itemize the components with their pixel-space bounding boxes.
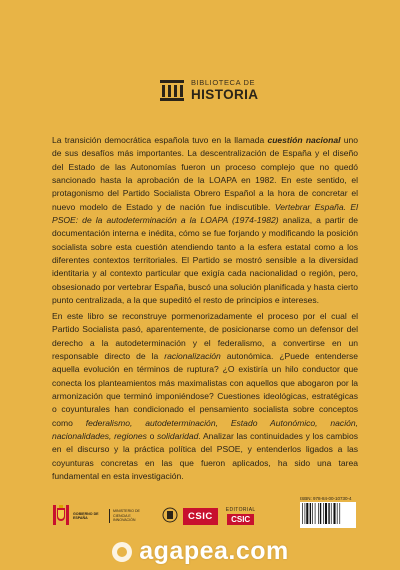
editorial-csic: CSIC: [227, 514, 254, 525]
barcode-block: [300, 496, 360, 534]
text-run: racionalización: [164, 351, 221, 362]
isbn-text: ISBN: 978-84-00-10730-4: [300, 496, 352, 501]
watermark-text: agapea.com: [139, 537, 289, 565]
barcode-icon: [300, 502, 356, 528]
text-run: analiza, a partir de documentación interna e inédita, cómo se fue forjando y modificando la posición socialista sobre esta cuestión atendiendo tanto a la esfera estatal como a los diferentes contextos territoriales. El Partido se mostró sensible a la diversidad identitaria y al contexto particular que exigía cada nacionalidad o región, pero, obsesionado por vertebrar España, buscó una solución planificada y hasta cierto punto centralizada, a la que supeditó el resto de principios e intereses.: [52, 215, 358, 306]
series-logo: [159, 78, 258, 102]
text-run: autonómica. ¿Puede entenderse aquella evolución en términos de ruptura? ¿O existiría un hilo conductor que conecta los planteamientos más maximalistas con aquellos que abogaron por la armonización que terminó imponiéndose? Cuestiones ideológicas, estratégicas o coyunturales han condicionado el pensamiento socialista sobre conceptos como: [52, 351, 358, 428]
text-run: . Analizar las continuidades y los cambios en el discurso y la práctica política del PSOE, y entenderlos ligados a las coyunturas concretas en las que fueron aplicados, ha sido una tarea fundamental en esta investigación.: [52, 431, 358, 482]
columns-icon: [159, 78, 185, 102]
series-line-2: HISTORIA: [191, 87, 259, 102]
text-run: o: [146, 431, 158, 442]
synopsis-paragraph-2: [52, 310, 358, 483]
editorial-label: EDITORIAL: [225, 507, 256, 513]
spain-coat-of-arms-icon: [52, 505, 70, 527]
text-run: En este libro se reconstruye pormenorizadamente el proceso por el cual el Partido Socialista pasó, aparentemente, de posicionarse como un defensor del derecho a la autodeterminación y el federalismo, a convertirse en un responsable directo de la: [52, 311, 358, 362]
text-run: Vertebrar España. El PSOE: de la autodeterminación a la LOAPA (1974-1982): [52, 201, 358, 226]
gobierno-text: GOBIERNO DE ESPAÑA: [73, 511, 99, 520]
ministerio-text: MINISTERIO DE CIENCIA E INNOVACIÓN: [109, 509, 147, 523]
watermark: [0, 533, 400, 570]
text-run: uno de sus desafíos más importantes. La descentralización de España y el diseño del Estado de las Autonomías fueron un proceso complejo que no quedó sancionado hasta la aprobación de la LOAPA en 1982. En este sentido, el protagonismo del Partido Socialista Obrero Español a la hora de concretar el nuevo modelo de Estado y de nación fue indiscutible.: [52, 135, 358, 212]
csic-logo: CSIC: [183, 508, 218, 525]
gobierno-logo: [52, 505, 99, 527]
text-run: federalismo, autodeterminación, Estado Autonómico, nación, nacionalidades, regiones: [52, 417, 358, 442]
series-line-1: BIBLIOTECA DE: [191, 77, 256, 87]
editorial-csic-logo: [226, 507, 256, 525]
synopsis-paragraph-1: [52, 134, 358, 307]
text-run: La transición democrática española tuvo en la llamada: [52, 135, 268, 145]
text-run: solidaridad: [157, 431, 199, 442]
csic-emblem-icon: [161, 506, 179, 526]
text-run: cuestión nacional: [267, 135, 341, 145]
agapea-logo-icon: [111, 541, 133, 563]
